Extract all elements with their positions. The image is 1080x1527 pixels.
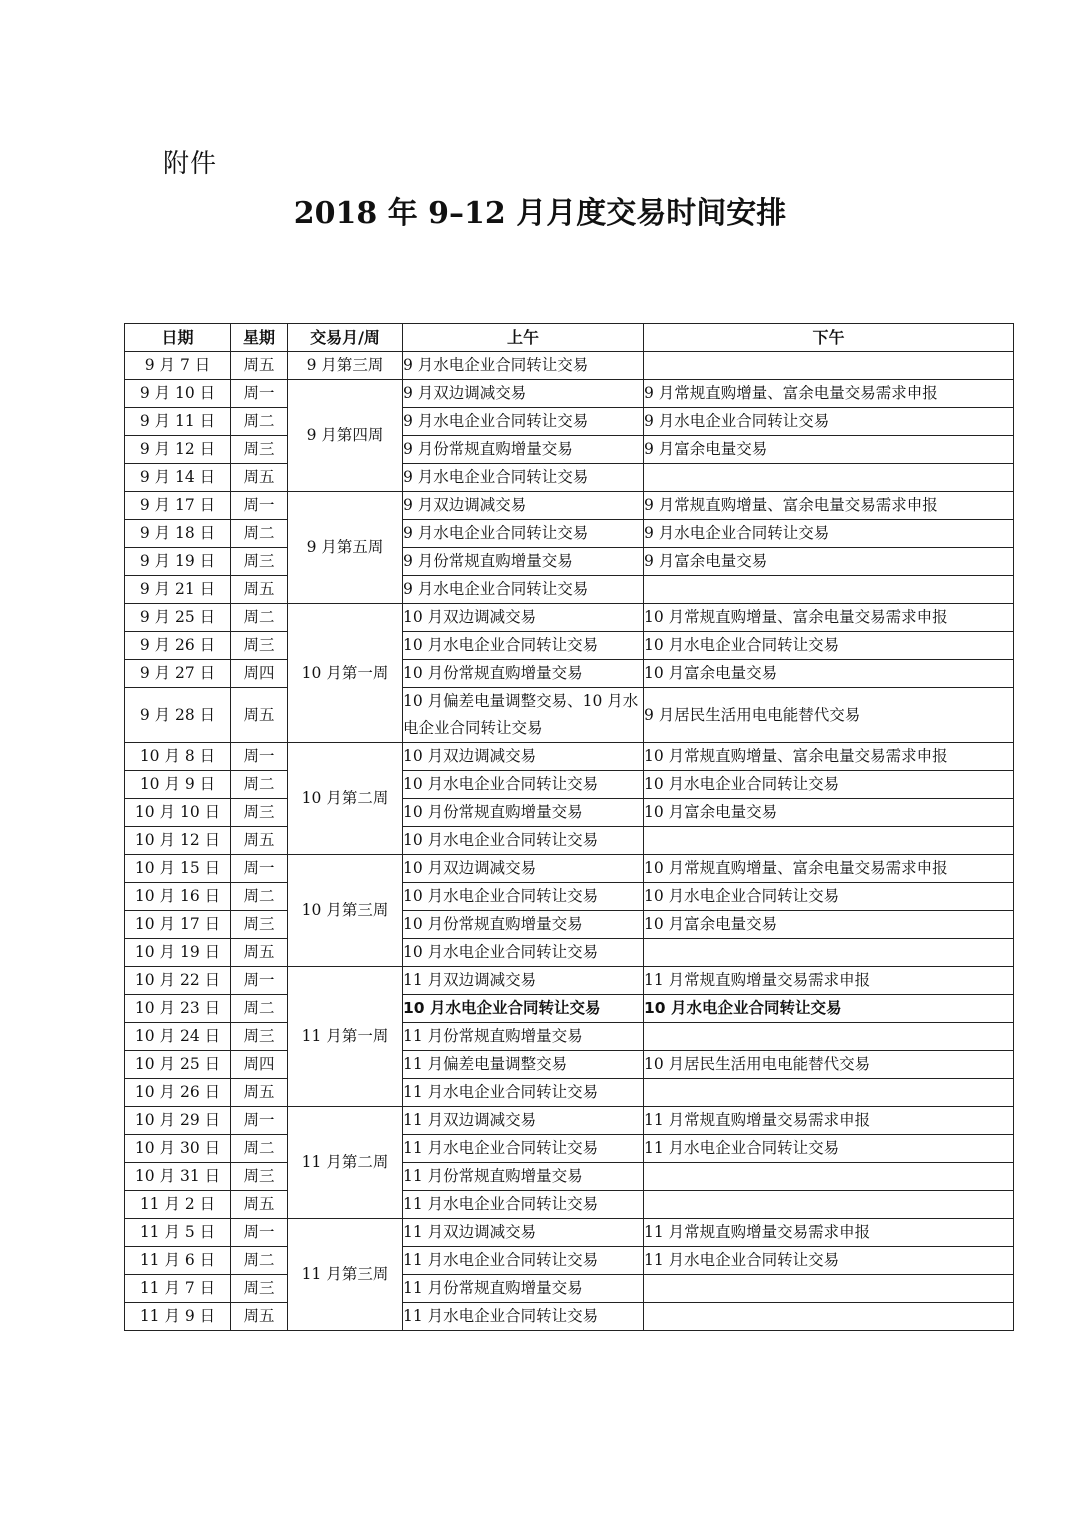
- table-row: [125, 967, 1014, 995]
- weekday-cell: 周五: [231, 1079, 288, 1107]
- afternoon-cell: [644, 1303, 1014, 1331]
- table-row: [125, 520, 1014, 548]
- afternoon-cell: 9 月常规直购增量、富余电量交易需求申报: [644, 380, 1014, 408]
- morning-cell: 11 月份常规直购增量交易: [403, 1275, 644, 1303]
- date-cell: 9 月 14 日: [125, 464, 231, 492]
- date-cell: 9 月 21 日: [125, 576, 231, 604]
- morning-cell: 9 月双边调减交易: [403, 380, 644, 408]
- weekday-cell: 周五: [231, 576, 288, 604]
- weekday-cell: 周一: [231, 855, 288, 883]
- morning-cell: 11 月水电企业合同转让交易: [403, 1247, 644, 1275]
- weekday-cell: 周一: [231, 743, 288, 771]
- afternoon-cell: [644, 352, 1014, 380]
- table-row: [125, 939, 1014, 967]
- date-cell: 10 月 23 日: [125, 995, 231, 1023]
- date-cell: 10 月 12 日: [125, 827, 231, 855]
- afternoon-cell: [644, 1191, 1014, 1219]
- afternoon-cell: 10 月水电企业合同转让交易: [644, 771, 1014, 799]
- weekday-cell: 周三: [231, 799, 288, 827]
- afternoon-cell: [644, 1275, 1014, 1303]
- weekday-cell: 周五: [231, 1303, 288, 1331]
- table-row: [125, 380, 1014, 408]
- morning-cell: 10 月份常规直购增量交易: [403, 911, 644, 939]
- afternoon-cell: 11 月常规直购增量交易需求申报: [644, 1107, 1014, 1135]
- date-cell: 10 月 8 日: [125, 743, 231, 771]
- table-row: [125, 632, 1014, 660]
- weekday-cell: 周五: [231, 688, 288, 743]
- morning-cell: 11 月偏差电量调整交易: [403, 1051, 644, 1079]
- morning-cell: 11 月双边调减交易: [403, 1219, 644, 1247]
- afternoon-cell: 9 月水电企业合同转让交易: [644, 408, 1014, 436]
- weekday-cell: 周二: [231, 520, 288, 548]
- table-header-row: [125, 324, 1014, 352]
- table-row: [125, 1051, 1014, 1079]
- table-row: [125, 1107, 1014, 1135]
- date-cell: 10 月 22 日: [125, 967, 231, 995]
- weekday-cell: 周四: [231, 1051, 288, 1079]
- weekday-cell: 周五: [231, 464, 288, 492]
- date-cell: 9 月 12 日: [125, 436, 231, 464]
- table-row: [125, 1135, 1014, 1163]
- document-title: 2018 年 9–12 月月度交易时间安排: [293, 196, 787, 231]
- morning-cell: 10 月水电企业合同转让交易: [403, 995, 644, 1023]
- afternoon-cell: 9 月常规直购增量、富余电量交易需求申报: [644, 492, 1014, 520]
- afternoon-cell: 9 月居民生活用电电能替代交易: [644, 688, 1014, 743]
- afternoon-cell: [644, 464, 1014, 492]
- weekday-cell: 周二: [231, 408, 288, 436]
- morning-cell: 9 月份常规直购增量交易: [403, 436, 644, 464]
- table-row: [125, 464, 1014, 492]
- date-cell: 10 月 19 日: [125, 939, 231, 967]
- morning-cell: 11 月水电企业合同转让交易: [403, 1135, 644, 1163]
- afternoon-cell: [644, 939, 1014, 967]
- afternoon-cell: 10 月常规直购增量、富余电量交易需求申报: [644, 743, 1014, 771]
- morning-cell: 9 月水电企业合同转让交易: [403, 520, 644, 548]
- morning-cell: 9 月水电企业合同转让交易: [403, 576, 644, 604]
- weekday-cell: 周一: [231, 492, 288, 520]
- afternoon-cell: [644, 1163, 1014, 1191]
- trade-week-cell: 11 月第三周: [288, 1219, 403, 1331]
- morning-cell: 11 月双边调减交易: [403, 967, 644, 995]
- header-date: 日期: [125, 324, 231, 352]
- morning-cell: 10 月份常规直购增量交易: [403, 660, 644, 688]
- table-row: [125, 1219, 1014, 1247]
- table-row: [125, 688, 1014, 743]
- morning-cell: 10 月偏差电量调整交易、10 月水电企业合同转让交易: [403, 688, 644, 743]
- afternoon-cell: 10 月常规直购增量、富余电量交易需求申报: [644, 604, 1014, 632]
- date-cell: 9 月 27 日: [125, 660, 231, 688]
- table-row: [125, 1303, 1014, 1331]
- weekday-cell: 周三: [231, 436, 288, 464]
- date-cell: 10 月 10 日: [125, 799, 231, 827]
- afternoon-cell: 10 月居民生活用电电能替代交易: [644, 1051, 1014, 1079]
- date-cell: 10 月 24 日: [125, 1023, 231, 1051]
- afternoon-cell: [644, 576, 1014, 604]
- afternoon-cell: 11 月水电企业合同转让交易: [644, 1135, 1014, 1163]
- date-cell: 9 月 7 日: [125, 352, 231, 380]
- table-row: [125, 1023, 1014, 1051]
- weekday-cell: 周五: [231, 939, 288, 967]
- attachment-label: 附件: [163, 149, 218, 179]
- weekday-cell: 周五: [231, 352, 288, 380]
- header-weekday: 星期: [231, 324, 288, 352]
- schedule-table: [124, 323, 1014, 1331]
- morning-cell: 10 月水电企业合同转让交易: [403, 939, 644, 967]
- weekday-cell: 周三: [231, 911, 288, 939]
- weekday-cell: 周五: [231, 827, 288, 855]
- afternoon-cell: 10 月水电企业合同转让交易: [644, 995, 1014, 1023]
- date-cell: 9 月 17 日: [125, 492, 231, 520]
- date-cell: 10 月 17 日: [125, 911, 231, 939]
- table-row: [125, 548, 1014, 576]
- date-cell: 10 月 25 日: [125, 1051, 231, 1079]
- trade-week-cell: 9 月第三周: [288, 352, 403, 380]
- morning-cell: 9 月份常规直购增量交易: [403, 548, 644, 576]
- morning-cell: 11 月份常规直购增量交易: [403, 1023, 644, 1051]
- table-row: [125, 408, 1014, 436]
- weekday-cell: 周一: [231, 967, 288, 995]
- afternoon-cell: 9 月富余电量交易: [644, 436, 1014, 464]
- weekday-cell: 周三: [231, 1163, 288, 1191]
- table-row: [125, 995, 1014, 1023]
- afternoon-cell: [644, 1023, 1014, 1051]
- table-row: [125, 436, 1014, 464]
- morning-cell: 10 月水电企业合同转让交易: [403, 883, 644, 911]
- trade-week-cell: 9 月第五周: [288, 492, 403, 604]
- table-row: [125, 855, 1014, 883]
- morning-cell: 10 月双边调减交易: [403, 855, 644, 883]
- table-row: [125, 660, 1014, 688]
- weekday-cell: 周四: [231, 660, 288, 688]
- date-cell: 9 月 25 日: [125, 604, 231, 632]
- morning-cell: 9 月双边调减交易: [403, 492, 644, 520]
- weekday-cell: 周一: [231, 1219, 288, 1247]
- schedule-body: [125, 352, 1014, 1331]
- table-row: [125, 743, 1014, 771]
- date-cell: 11 月 9 日: [125, 1303, 231, 1331]
- weekday-cell: 周二: [231, 771, 288, 799]
- weekday-cell: 周五: [231, 1191, 288, 1219]
- morning-cell: 11 月水电企业合同转让交易: [403, 1191, 644, 1219]
- table-row: [125, 827, 1014, 855]
- table-row: [125, 576, 1014, 604]
- table-row: [125, 352, 1014, 380]
- morning-cell: 9 月水电企业合同转让交易: [403, 352, 644, 380]
- weekday-cell: 周三: [231, 548, 288, 576]
- date-cell: 10 月 31 日: [125, 1163, 231, 1191]
- table-row: [125, 1191, 1014, 1219]
- date-cell: 11 月 2 日: [125, 1191, 231, 1219]
- date-cell: 11 月 6 日: [125, 1247, 231, 1275]
- table-row: [125, 771, 1014, 799]
- weekday-cell: 周一: [231, 380, 288, 408]
- table-row: [125, 492, 1014, 520]
- date-cell: 10 月 16 日: [125, 883, 231, 911]
- date-cell: 11 月 5 日: [125, 1219, 231, 1247]
- date-cell: 10 月 30 日: [125, 1135, 231, 1163]
- weekday-cell: 周二: [231, 883, 288, 911]
- header-trade-week: 交易月/周: [288, 324, 403, 352]
- trade-week-cell: 10 月第一周: [288, 604, 403, 743]
- date-cell: 10 月 26 日: [125, 1079, 231, 1107]
- afternoon-cell: [644, 1079, 1014, 1107]
- morning-cell: 11 月份常规直购增量交易: [403, 1163, 644, 1191]
- date-cell: 11 月 7 日: [125, 1275, 231, 1303]
- afternoon-cell: 10 月富余电量交易: [644, 660, 1014, 688]
- afternoon-cell: 9 月水电企业合同转让交易: [644, 520, 1014, 548]
- weekday-cell: 周二: [231, 1135, 288, 1163]
- afternoon-cell: 11 月常规直购增量交易需求申报: [644, 1219, 1014, 1247]
- afternoon-cell: [644, 827, 1014, 855]
- table-row: [125, 1079, 1014, 1107]
- afternoon-cell: 10 月常规直购增量、富余电量交易需求申报: [644, 855, 1014, 883]
- table-row: [125, 911, 1014, 939]
- afternoon-cell: 10 月富余电量交易: [644, 911, 1014, 939]
- date-cell: 9 月 11 日: [125, 408, 231, 436]
- weekday-cell: 周二: [231, 995, 288, 1023]
- table-row: [125, 1163, 1014, 1191]
- date-cell: 9 月 19 日: [125, 548, 231, 576]
- afternoon-cell: 11 月常规直购增量交易需求申报: [644, 967, 1014, 995]
- weekday-cell: 周三: [231, 632, 288, 660]
- morning-cell: 11 月水电企业合同转让交易: [403, 1079, 644, 1107]
- morning-cell: 10 月双边调减交易: [403, 743, 644, 771]
- date-cell: 9 月 18 日: [125, 520, 231, 548]
- trade-week-cell: 11 月第二周: [288, 1107, 403, 1219]
- date-cell: 9 月 26 日: [125, 632, 231, 660]
- table-row: [125, 799, 1014, 827]
- weekday-cell: 周二: [231, 1247, 288, 1275]
- trade-week-cell: 10 月第三周: [288, 855, 403, 967]
- trade-week-cell: 10 月第二周: [288, 743, 403, 855]
- weekday-cell: 周一: [231, 1107, 288, 1135]
- date-cell: 9 月 10 日: [125, 380, 231, 408]
- afternoon-cell: 10 月富余电量交易: [644, 799, 1014, 827]
- table-row: [125, 1247, 1014, 1275]
- table-row: [125, 604, 1014, 632]
- date-cell: 10 月 15 日: [125, 855, 231, 883]
- date-cell: 9 月 28 日: [125, 688, 231, 743]
- morning-cell: 10 月水电企业合同转让交易: [403, 771, 644, 799]
- date-cell: 10 月 29 日: [125, 1107, 231, 1135]
- afternoon-cell: 9 月富余电量交易: [644, 548, 1014, 576]
- afternoon-cell: 11 月水电企业合同转让交易: [644, 1247, 1014, 1275]
- morning-cell: 10 月双边调减交易: [403, 604, 644, 632]
- morning-cell: 10 月水电企业合同转让交易: [403, 827, 644, 855]
- morning-cell: 10 月水电企业合同转让交易: [403, 632, 644, 660]
- afternoon-cell: 10 月水电企业合同转让交易: [644, 883, 1014, 911]
- weekday-cell: 周三: [231, 1275, 288, 1303]
- trade-week-cell: 9 月第四周: [288, 380, 403, 492]
- table-row: [125, 883, 1014, 911]
- morning-cell: 9 月水电企业合同转让交易: [403, 464, 644, 492]
- header-morning: 上午: [403, 324, 644, 352]
- table-row: [125, 1275, 1014, 1303]
- weekday-cell: 周三: [231, 1023, 288, 1051]
- morning-cell: 11 月双边调减交易: [403, 1107, 644, 1135]
- morning-cell: 11 月水电企业合同转让交易: [403, 1303, 644, 1331]
- weekday-cell: 周二: [231, 604, 288, 632]
- trade-week-cell: 11 月第一周: [288, 967, 403, 1107]
- header-afternoon: 下午: [644, 324, 1014, 352]
- date-cell: 10 月 9 日: [125, 771, 231, 799]
- morning-cell: 9 月水电企业合同转让交易: [403, 408, 644, 436]
- morning-cell: 10 月份常规直购增量交易: [403, 799, 644, 827]
- afternoon-cell: 10 月水电企业合同转让交易: [644, 632, 1014, 660]
